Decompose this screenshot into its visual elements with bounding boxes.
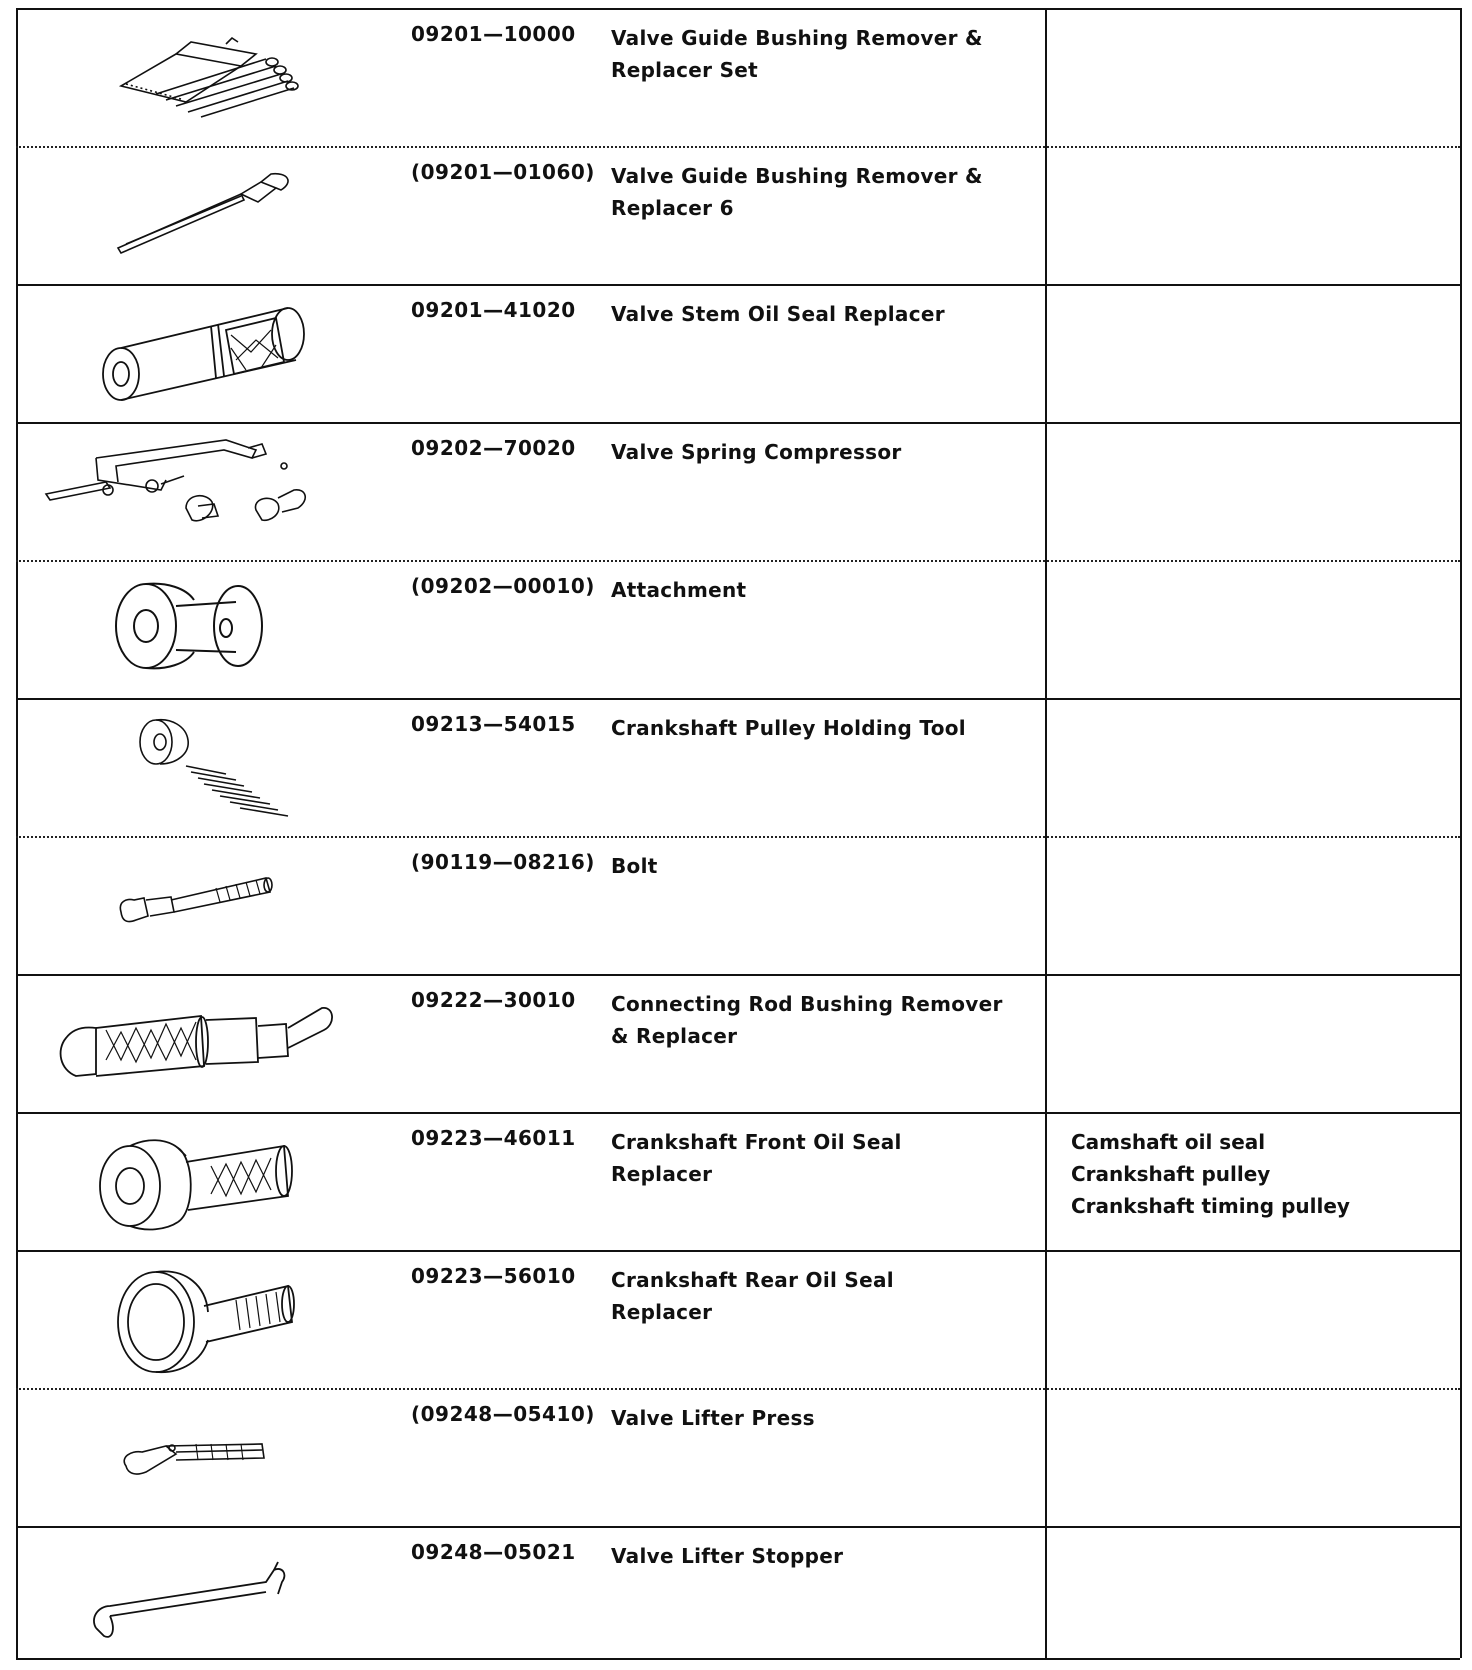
table-row — [16, 422, 1460, 560]
part-number: 09223—46011 — [411, 1126, 576, 1150]
part-number: (09201—01060) — [411, 160, 595, 184]
tool-name-line: Connecting Rod Bushing Remover — [611, 992, 1003, 1016]
tool-name-line: Attachment — [611, 578, 747, 602]
table-bottom-border — [16, 1658, 1460, 1660]
row-divider — [16, 284, 1460, 286]
row-divider — [16, 1388, 1460, 1390]
row-divider — [16, 1112, 1460, 1114]
row-divider — [16, 560, 1460, 562]
spring-compressor-icon — [26, 428, 356, 554]
usage-note: Crankshaft pulley — [1071, 1162, 1271, 1186]
row-divider — [16, 1526, 1460, 1528]
part-number: (90119—08216) — [411, 850, 595, 874]
table-row — [16, 836, 1460, 974]
tool-name-line: Valve Spring Compressor — [611, 440, 902, 464]
tool-name — [611, 712, 966, 744]
pulley-holding-tool-icon — [26, 704, 356, 830]
part-number: (09248—05410) — [411, 1402, 595, 1426]
row-divider — [16, 422, 1460, 424]
tool-name-line: & Replacer — [611, 1024, 738, 1048]
tool-name-line: Replacer — [611, 1162, 713, 1186]
table-row — [16, 284, 1460, 422]
tool-name-line: Replacer Set — [611, 58, 759, 82]
table-row — [16, 974, 1460, 1112]
part-number: 09213—54015 — [411, 712, 576, 736]
row-divider — [16, 8, 1460, 10]
row-divider — [16, 974, 1460, 976]
part-number: 09248—05021 — [411, 1540, 576, 1564]
table-row — [16, 1526, 1460, 1658]
tool-name — [611, 160, 983, 224]
tool-name — [611, 298, 945, 330]
part-number: 09223—56010 — [411, 1264, 576, 1288]
lifter-stopper-icon — [26, 1532, 356, 1658]
part-number: 09201—10000 — [411, 22, 576, 46]
tool-name-line: Valve Guide Bushing Remover & — [611, 164, 983, 188]
table-row — [16, 1112, 1460, 1250]
tool-name — [611, 1126, 902, 1190]
tool-name-line: Crankshaft Front Oil Seal — [611, 1130, 902, 1154]
row-divider — [16, 836, 1460, 838]
tool-name — [611, 988, 1003, 1052]
table-row — [16, 8, 1460, 146]
lifter-press-icon — [26, 1394, 356, 1520]
table-row — [16, 698, 1460, 836]
tool-name — [611, 1264, 894, 1328]
part-number: 09222—30010 — [411, 988, 576, 1012]
row-divider — [16, 1250, 1460, 1252]
table-row — [16, 1388, 1460, 1526]
usage-notes — [1071, 1126, 1350, 1222]
bushing-rod-icon — [26, 152, 356, 278]
table-row — [16, 146, 1460, 284]
tool-name — [611, 1402, 815, 1434]
front-seal-replacer-icon — [26, 1118, 356, 1244]
tool-name — [611, 22, 983, 86]
tool-name — [611, 574, 746, 606]
tool-name-line: Crankshaft Rear Oil Seal — [611, 1268, 894, 1292]
rear-seal-replacer-icon — [26, 1256, 356, 1382]
tool-name-line: Replacer 6 — [611, 196, 734, 220]
seal-replacer-icon — [26, 290, 356, 416]
row-divider — [16, 146, 1460, 148]
table-right-border — [1460, 8, 1462, 1658]
table-row — [16, 1250, 1460, 1388]
tool-name-line: Valve Lifter Stopper — [611, 1544, 844, 1568]
usage-note: Crankshaft timing pulley — [1071, 1194, 1350, 1218]
bolt-icon — [26, 842, 356, 968]
tool-name-line: Valve Stem Oil Seal Replacer — [611, 302, 945, 326]
part-number: 09201—41020 — [411, 298, 576, 322]
tool-name — [611, 1540, 843, 1572]
part-number: 09202—70020 — [411, 436, 576, 460]
tool-name-line: Valve Lifter Press — [611, 1406, 815, 1430]
tool-name — [611, 436, 902, 468]
table-row — [16, 560, 1460, 698]
tool-name-line: Replacer — [611, 1300, 713, 1324]
tool-name-line: Crankshaft Pulley Holding Tool — [611, 716, 966, 740]
tool-name — [611, 850, 658, 882]
row-divider — [16, 698, 1460, 700]
usage-note: Camshaft oil seal — [1071, 1130, 1266, 1154]
attachment-icon — [26, 566, 356, 692]
tool-name-line: Bolt — [611, 854, 658, 878]
rod-bushing-tool-icon — [26, 980, 356, 1106]
part-number: (09202—00010) — [411, 574, 595, 598]
tool-name-line: Valve Guide Bushing Remover & — [611, 26, 983, 50]
bushing-set-icon — [26, 14, 356, 140]
